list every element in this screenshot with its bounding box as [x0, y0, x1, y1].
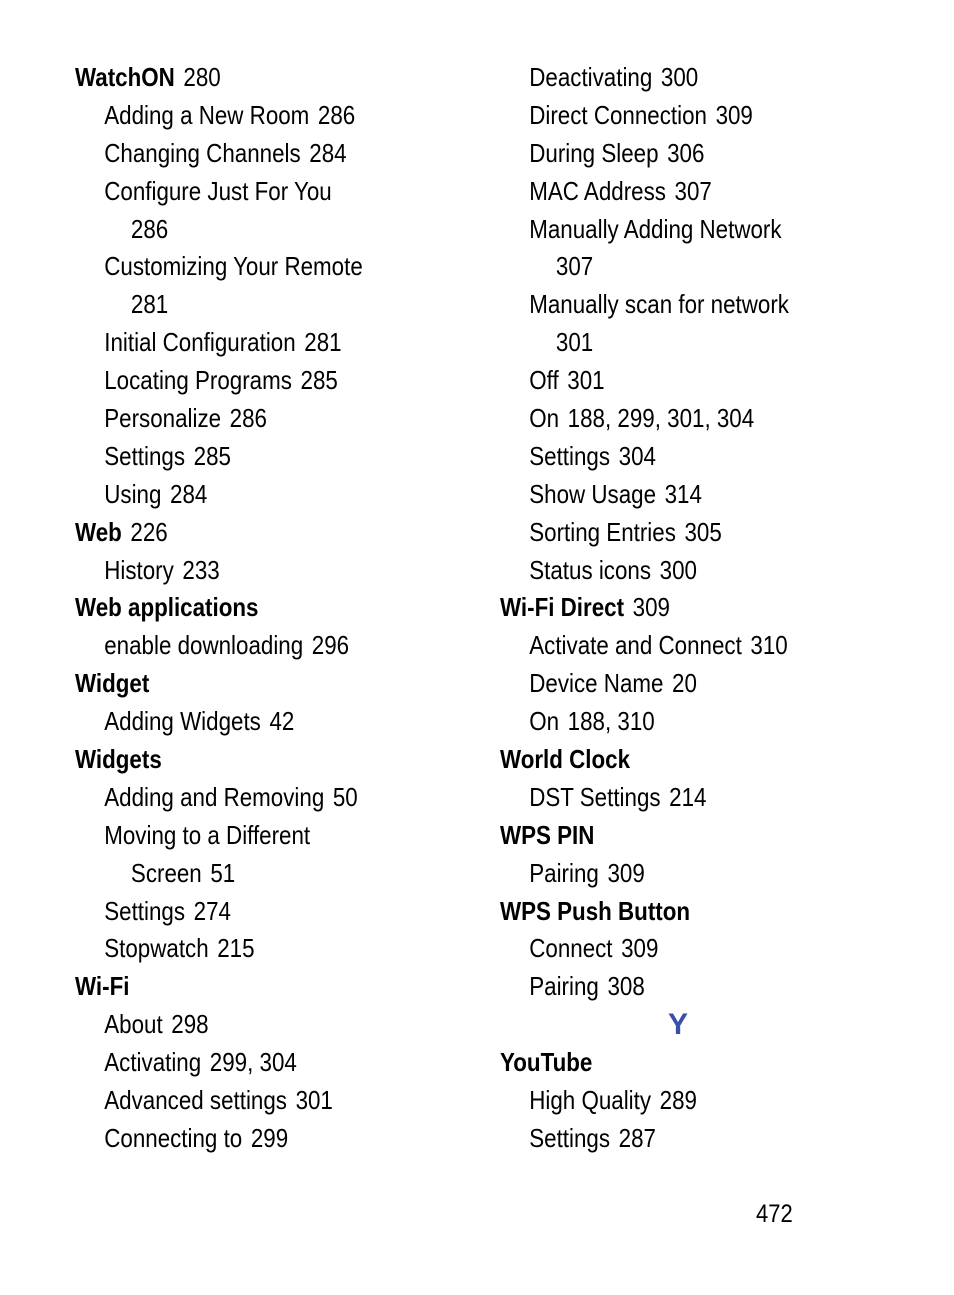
index-entry-moving-to-a-different: [75, 817, 419, 855]
index-entry-initial-configuration: [75, 324, 419, 362]
page-reference: 304: [618, 440, 656, 471]
page-reference: 309: [632, 592, 670, 623]
index-heading-watchon: [75, 59, 419, 97]
index-term: Screen: [130, 857, 202, 888]
index-term: Locating Programs: [104, 365, 292, 396]
index-entry-off: [500, 362, 861, 400]
index-entry-configure-just-for-you: [75, 173, 419, 211]
index-entry-history: [75, 552, 419, 590]
page-reference: 214: [669, 781, 707, 812]
index-entry-connect: [500, 930, 861, 968]
index-entry-using: [75, 476, 419, 514]
section-letter: Y: [667, 1008, 688, 1042]
page-reference: 314: [664, 478, 702, 509]
index-term: Widgets: [75, 744, 162, 775]
index-entry-activating: [75, 1044, 419, 1082]
page-reference: 280: [183, 62, 221, 92]
index-entry-status-icons: [500, 552, 861, 590]
page-reference: 287: [618, 1122, 656, 1153]
index-entry-pairing: [500, 968, 861, 1006]
index-entry-continuation: [500, 248, 861, 286]
page-reference: 286: [229, 403, 267, 434]
page-reference: 307: [555, 251, 594, 282]
index-entry-sorting-entries: [500, 514, 861, 552]
page-reference: 281: [304, 327, 342, 358]
index-term: Direct Connection: [529, 99, 707, 130]
index-term: WPS Push Button: [500, 895, 691, 926]
index-term: Settings: [104, 895, 186, 926]
page-reference: 306: [667, 137, 705, 168]
index-entry-locating-programs: [75, 362, 419, 400]
index-entry-screen: [75, 855, 419, 893]
index-term: Advanced settings: [104, 1085, 287, 1116]
index-entry-settings: [75, 893, 419, 931]
page-reference: 285: [300, 365, 338, 396]
page-number: 472: [756, 1200, 793, 1228]
index-term: Activate and Connect: [529, 630, 742, 661]
index-entry-adding-widgets: [75, 703, 419, 741]
index-term: World Clock: [500, 744, 631, 775]
index-term: DST Settings: [529, 781, 661, 812]
index-term: Web: [75, 516, 122, 547]
index-entry-show-usage: [500, 476, 861, 514]
page-reference: 301: [555, 327, 594, 358]
index-heading-world-clock: [500, 741, 861, 779]
index-term: WPS PIN: [500, 819, 595, 850]
page-reference: 299: [250, 1122, 289, 1153]
index-term: Personalize: [104, 403, 222, 434]
index-term: Initial Configuration: [104, 327, 296, 358]
index-entry-adding-and-removing: [75, 779, 419, 817]
index-heading-web-applications: [75, 589, 419, 627]
index-term: Settings: [529, 440, 611, 471]
index-term: Connecting to: [104, 1122, 243, 1153]
page-reference: 286: [130, 213, 169, 244]
index-term: Adding a New Room: [104, 99, 310, 130]
index-entry-settings: [500, 1120, 861, 1158]
index-term: Wi-Fi Direct: [500, 592, 625, 623]
index-heading-wps-pin: [500, 817, 861, 855]
index-entry-continuation: [75, 286, 419, 324]
index-entry-high-quality: [500, 1082, 861, 1120]
page-reference: 307: [674, 175, 712, 206]
index-entry-activate-and-connect: [500, 627, 861, 665]
index-entry-on: [500, 703, 861, 741]
index-term: enable downloading: [104, 630, 304, 661]
index-term: Manually Adding Network: [529, 213, 782, 244]
index-heading-wps-push-button: [500, 893, 861, 931]
index-term: Pairing: [529, 971, 599, 1002]
page-reference: 188, 310: [567, 706, 655, 737]
page-reference: 50: [332, 781, 358, 812]
index-heading-widgets: [75, 741, 419, 779]
index-term: Adding Widgets: [104, 706, 261, 737]
index-entry-pairing: [500, 855, 861, 893]
index-term: Settings: [529, 1122, 611, 1153]
page-reference: 286: [317, 99, 356, 130]
index-entry-dst-settings: [500, 779, 861, 817]
index-entry-about: [75, 1006, 419, 1044]
index-term: MAC Address: [529, 175, 666, 206]
index-term: Show Usage: [529, 478, 657, 509]
page-reference: 309: [621, 933, 659, 964]
page-reference: 284: [170, 478, 208, 509]
index-term: Using: [104, 478, 162, 509]
page-reference: 289: [659, 1085, 697, 1116]
index-entry-adding-a-new-room: [75, 97, 419, 135]
index-term: On: [529, 706, 560, 737]
page-reference: 42: [269, 706, 295, 737]
index-heading-wi-fi: [75, 968, 419, 1006]
index-entry-personalize: [75, 400, 419, 438]
index-entry-stopwatch: [75, 930, 419, 968]
index-entry-mac-address: [500, 173, 861, 211]
index-entry-settings: [75, 438, 419, 476]
page-reference: 300: [660, 62, 699, 92]
index-entry-settings: [500, 438, 861, 476]
index-entry-device-name: [500, 665, 861, 703]
page-reference: 20: [672, 668, 697, 699]
index-term: Manually scan for network: [529, 289, 789, 320]
page-reference: 188, 299, 301, 304: [567, 403, 755, 434]
page-reference: 233: [182, 554, 220, 585]
page-reference: 310: [750, 630, 788, 661]
page-reference: 226: [130, 516, 168, 547]
page-reference: 309: [715, 99, 753, 130]
index-term: Pairing: [529, 857, 599, 888]
page-reference: 301: [295, 1085, 333, 1116]
index-heading-web: [75, 514, 419, 552]
index-entry-enable-downloading: [75, 627, 419, 665]
index-term: About: [104, 1009, 163, 1040]
index-entry-changing-channels: [75, 135, 419, 173]
index-column-left: [75, 59, 475, 1158]
index-entry-customizing-your-remote: [75, 248, 419, 286]
index-term: Web applications: [75, 592, 259, 623]
index-term: High Quality: [529, 1085, 652, 1116]
page-reference: 285: [193, 440, 231, 471]
index-entry-continuation: [500, 324, 861, 362]
page-reference: 284: [309, 137, 347, 168]
index-term: WatchON: [75, 62, 175, 92]
index-entry-direct-connection: [500, 97, 861, 135]
index-entry-during-sleep: [500, 135, 861, 173]
page-reference: 305: [684, 516, 722, 547]
index-term: Changing Channels: [104, 137, 301, 168]
page-reference: 309: [607, 857, 645, 888]
page-reference: 281: [130, 289, 169, 320]
page-reference: 51: [210, 857, 236, 888]
page-reference: 308: [607, 971, 645, 1002]
index-term: Settings: [104, 440, 186, 471]
index-term: Connect: [529, 933, 613, 964]
index-term: Activating: [104, 1047, 202, 1078]
index-heading-widget: [75, 665, 419, 703]
index-term: During Sleep: [529, 137, 659, 168]
index-entry-manually-scan-for-network: [500, 286, 861, 324]
page-reference: 300: [659, 554, 697, 585]
index-term: Widget: [75, 668, 150, 699]
index-term: Device Name: [529, 668, 664, 699]
index-heading-wi-fi-direct: [500, 589, 861, 627]
index-term: On: [529, 403, 560, 434]
index-term: Stopwatch: [104, 933, 209, 964]
index-term: Status icons: [529, 554, 652, 585]
index-term: Sorting Entries: [529, 516, 676, 547]
index-term: Off: [529, 365, 559, 396]
index-term: Deactivating: [529, 62, 653, 92]
index-term: YouTube: [500, 1047, 593, 1078]
page-reference: 215: [217, 933, 255, 964]
page-reference: 274: [193, 895, 231, 926]
index-heading-youtube: [500, 1044, 861, 1082]
index-entry-deactivating: [500, 59, 861, 97]
index-entry-on: [500, 400, 861, 438]
index-term: Moving to a Different: [104, 819, 311, 850]
page-reference: 296: [311, 630, 350, 661]
page-reference: 299, 304: [209, 1047, 297, 1078]
page-reference: 301: [567, 365, 605, 396]
index-column-right: [500, 59, 920, 1158]
index-entry-connecting-to: [75, 1120, 419, 1158]
index-entry-manually-adding-network: [500, 211, 861, 249]
index-term: Wi-Fi: [75, 971, 130, 1002]
index-entry-advanced-settings: [75, 1082, 419, 1120]
index-entry-continuation: [75, 211, 419, 249]
index-term: Customizing Your Remote: [104, 251, 363, 282]
index-term: Configure Just For You: [104, 175, 332, 206]
index-term: Adding and Removing: [104, 781, 325, 812]
page-reference: 298: [171, 1009, 209, 1040]
index-term: History: [104, 554, 174, 585]
